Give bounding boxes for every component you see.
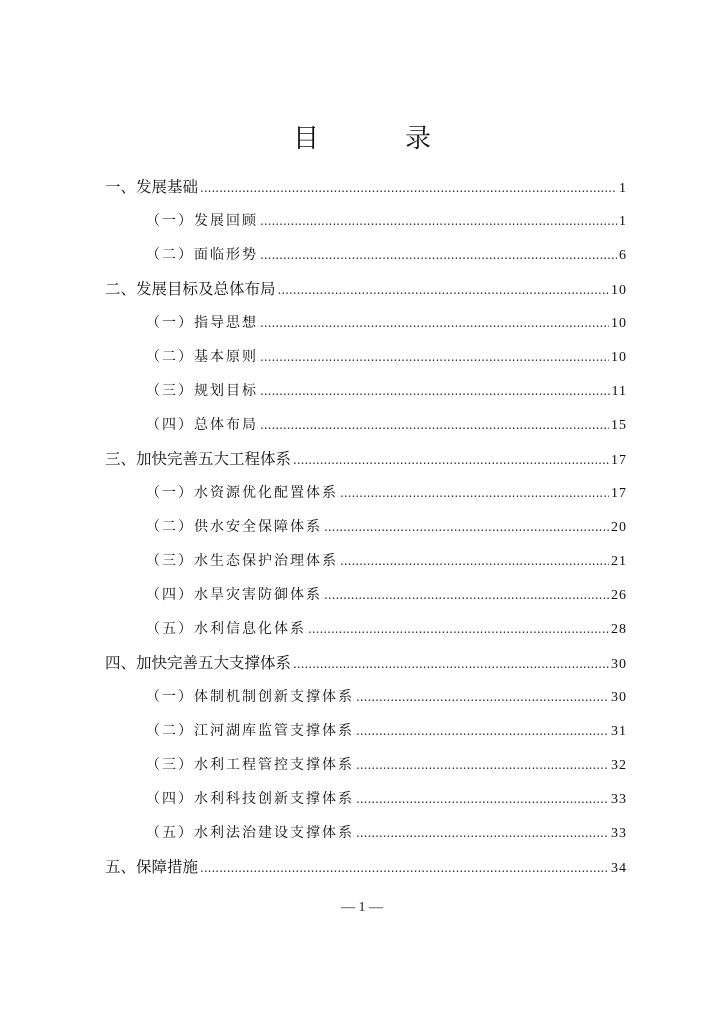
toc-entry-label: （一）水资源优化配置体系 — [146, 485, 338, 501]
toc-entry-label: （二）基本原则 — [146, 349, 258, 365]
toc-entry-label: （三）规划目标 — [146, 383, 258, 399]
toc-entry-label: （二）供水安全保障体系 — [146, 519, 322, 535]
toc-entry-label: 五、保障措施 — [105, 858, 199, 876]
toc-entry-page-number: 11 — [611, 384, 627, 399]
toc-section-entry[interactable] — [146, 410, 627, 440]
toc-entry-label: 三、加快完善五大工程体系 — [105, 450, 292, 468]
toc-entry-label: 一、发展基础 — [105, 178, 199, 196]
toc-entry-page-number: 30 — [611, 657, 627, 672]
toc-section-entry[interactable] — [146, 682, 627, 712]
toc-leader-dots — [356, 716, 609, 746]
toc-entry-label: （五）水利法治建设支撑体系 — [146, 825, 354, 841]
toc-section-entry[interactable] — [146, 546, 627, 576]
toc-section-entry[interactable] — [146, 784, 627, 814]
toc-leader-dots — [260, 376, 610, 406]
toc-leader-dots — [200, 173, 617, 203]
toc-entry-page-number: 1 — [619, 181, 627, 196]
toc-section-entry[interactable] — [146, 308, 627, 338]
toc-entry-page-number: 1 — [619, 214, 627, 229]
toc-leader-dots — [260, 410, 609, 440]
toc-leader-dots — [340, 478, 609, 508]
page-title: 目 录 — [292, 124, 461, 154]
toc-entry-page-number: 10 — [611, 350, 627, 365]
toc-entry-label: （二）江河湖库监管支撑体系 — [146, 723, 354, 739]
toc-entry-page-number: 32 — [611, 758, 627, 773]
toc-entry-page-number: 10 — [611, 283, 627, 298]
toc-entry-page-number: 20 — [611, 520, 627, 535]
toc-entry-page-number: 17 — [611, 486, 627, 501]
toc-entry-page-number: 34 — [611, 861, 627, 876]
toc-chapter-entry[interactable] — [105, 648, 627, 678]
toc-entry-label: 四、加快完善五大支撑体系 — [105, 654, 292, 672]
toc-section-entry[interactable] — [146, 342, 627, 372]
toc-leader-dots — [340, 546, 609, 576]
toc-entry-page-number: 26 — [611, 588, 627, 603]
toc-entry-page-number: 6 — [619, 248, 627, 263]
toc-leader-dots — [293, 445, 609, 475]
toc-section-entry[interactable] — [146, 614, 627, 644]
toc-entry-page-number: 33 — [611, 792, 627, 807]
toc-section-entry[interactable] — [146, 240, 627, 270]
toc-entry-page-number: 31 — [611, 724, 627, 739]
toc-entry-page-number: 15 — [611, 418, 627, 433]
toc-entry-page-number: 30 — [611, 690, 627, 705]
toc-entry-label: （一）体制机制创新支撑体系 — [146, 689, 354, 705]
toc-section-entry[interactable] — [146, 818, 627, 848]
toc-leader-dots — [200, 853, 609, 883]
toc-chapter-entry[interactable] — [105, 172, 627, 202]
toc-leader-dots — [324, 512, 609, 542]
toc-chapter-entry[interactable] — [105, 274, 627, 304]
toc-section-entry[interactable] — [146, 750, 627, 780]
toc-entry-label: （三）水利工程管控支撑体系 — [146, 757, 354, 773]
toc-entry-label: （一）发展回顾 — [146, 213, 258, 229]
toc-entry-label: （一）指导思想 — [146, 315, 258, 331]
toc-entry-label: （五）水利信息化体系 — [146, 621, 306, 637]
toc-entry-label: 二、发展目标及总体布局 — [105, 280, 276, 298]
toc-entry-label: （二）面临形势 — [146, 247, 258, 263]
toc-section-entry[interactable] — [146, 376, 627, 406]
toc-section-entry[interactable] — [146, 206, 627, 236]
toc-leader-dots — [278, 275, 609, 305]
toc-entry-label: （四）总体布局 — [146, 417, 258, 433]
toc-leader-dots — [260, 240, 617, 270]
toc-section-entry[interactable] — [146, 478, 627, 508]
toc-leader-dots — [260, 206, 617, 236]
page-number: — 1 — — [341, 900, 383, 915]
toc-entry-label: （四）水旱灾害防御体系 — [146, 587, 322, 603]
toc-entry-label: （四）水利科技创新支撑体系 — [146, 791, 354, 807]
toc-leader-dots — [308, 614, 609, 644]
toc-chapter-entry[interactable] — [105, 852, 627, 882]
toc-entry-page-number: 17 — [611, 453, 627, 468]
toc-entry-page-number: 21 — [611, 554, 627, 569]
toc-entry-page-number: 10 — [611, 316, 627, 331]
toc-leader-dots — [356, 818, 609, 848]
toc-leader-dots — [260, 342, 609, 372]
toc-leader-dots — [293, 649, 609, 679]
toc-entry-page-number: 28 — [611, 622, 627, 637]
toc-leader-dots — [356, 750, 609, 780]
toc-leader-dots — [324, 580, 609, 610]
toc-section-entry[interactable] — [146, 512, 627, 542]
toc-leader-dots — [356, 682, 609, 712]
toc-entry-label: （三）水生态保护治理体系 — [146, 553, 338, 569]
toc-leader-dots — [260, 308, 609, 338]
toc-chapter-entry[interactable] — [105, 444, 627, 474]
toc-section-entry[interactable] — [146, 716, 627, 746]
toc-leader-dots — [356, 784, 609, 814]
toc-section-entry[interactable] — [146, 580, 627, 610]
toc-entry-page-number: 33 — [611, 826, 627, 841]
